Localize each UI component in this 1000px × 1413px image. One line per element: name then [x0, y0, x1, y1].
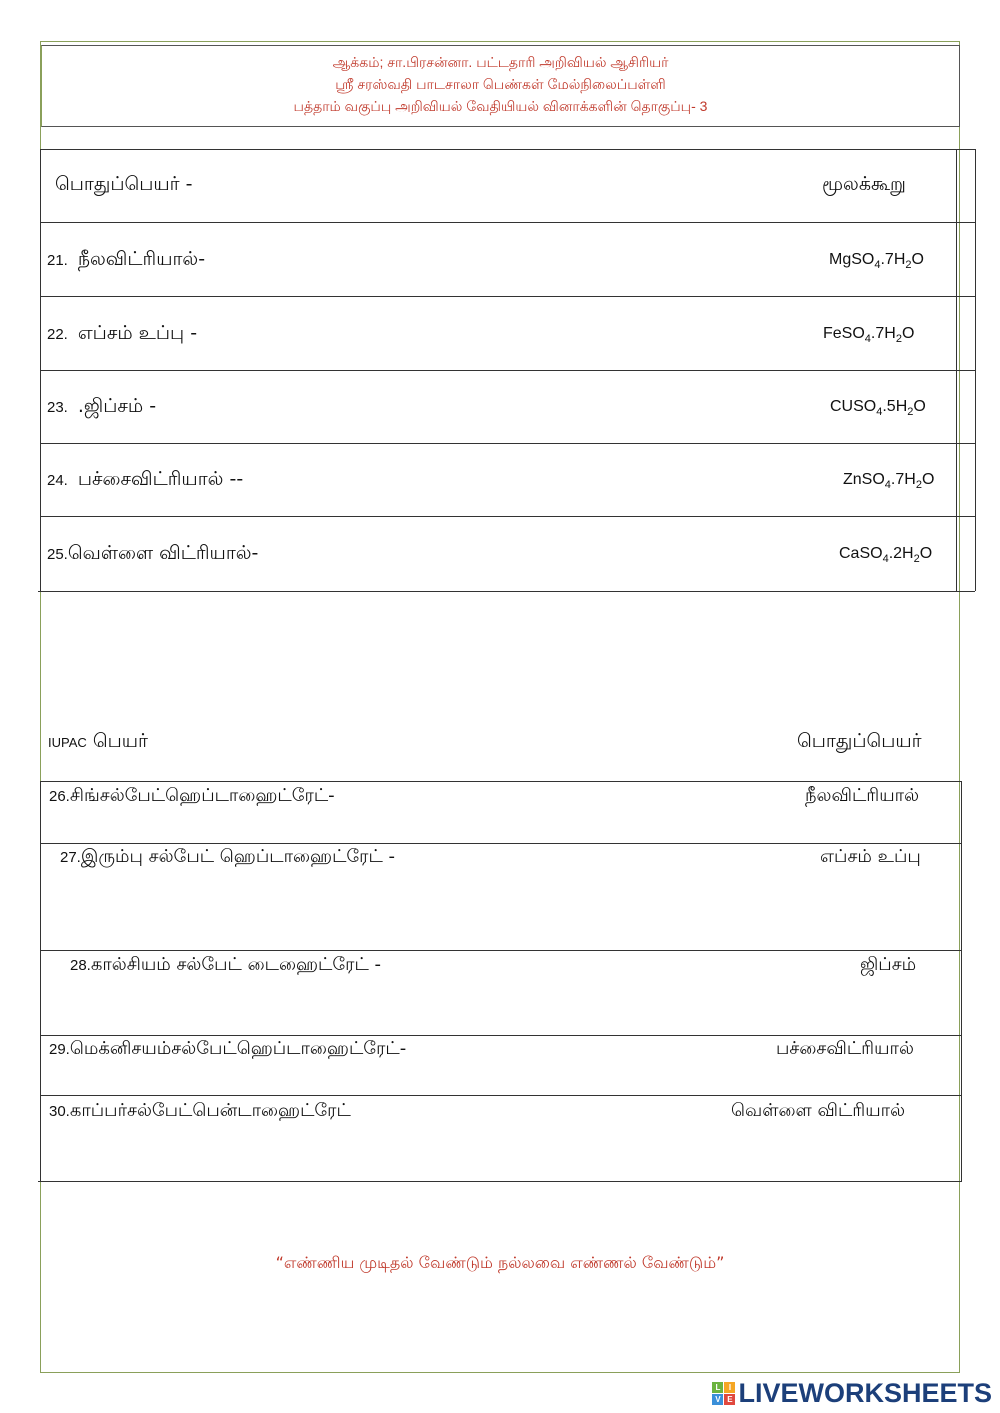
- school-line: ஸ்ரீ சரஸ்வதி பாடசாலா பெண்கள் மேல்நிலைப்பள்ளி: [335, 76, 666, 92]
- table-row-name: 23. .ஜிப்சம் -: [47, 395, 157, 417]
- page-border: [40, 41, 960, 1373]
- table-row-common-name: பச்சைவிட்ரியால்: [776, 1038, 914, 1059]
- table-row-iupac: 30.காப்பர்சல்பேட்பென்டாஹைட்ரேட்: [49, 1100, 351, 1121]
- logo-icon: L I V E: [712, 1382, 735, 1405]
- title-line: பத்தாம் வகுப்பு அறிவியல் வேதியியல் வினாக்களின் தொகுப்பு- 3: [293, 98, 708, 114]
- table-row-common-name: நீலவிட்ரியால்: [805, 785, 920, 806]
- table-row-name: 22. எப்சம் உப்பு -: [47, 322, 198, 344]
- table-row-common-name: ஜிப்சம்: [860, 954, 917, 975]
- formula-header: மூலக்கூறு: [822, 173, 906, 195]
- liveworksheets-logo: L I V E LIVEWORKSHEETS: [712, 1378, 992, 1409]
- common-name-header: பொதுப்பெயர் -: [55, 173, 193, 195]
- iupac-name-header: IUPAC பெயர்: [48, 730, 148, 752]
- table-row-iupac: 29.மெக்னிசயம்சல்பேட்ஹெப்டாஹைட்ரேட்-: [49, 1038, 407, 1059]
- table-row-name: 21. நீலவிட்ரியால்-: [47, 248, 206, 270]
- formula: $MgSO_4.7H_2O$: [829, 251, 924, 272]
- table-row-iupac: 26.சிங்சல்பேட்ஹெப்டாஹைட்ரேட்-: [49, 785, 335, 806]
- formula: $ZnSO_4.7H_2O$: [843, 471, 935, 492]
- table-row-name: 24. பச்சைவிட்ரியால் --: [47, 468, 244, 490]
- formula: $CaSO_4.2H_2O$: [839, 545, 933, 566]
- table-row-common-name: எப்சம் உப்பு: [820, 846, 921, 867]
- table-row-iupac: 28.கால்சியம் சல்பேட் டைஹைட்ரேட் -: [70, 954, 381, 975]
- closing-quote: “எண்ணிய முடிதல் வேண்டும் நல்லவை எண்ணல் வேண்டும்”: [275, 1253, 725, 1272]
- header-box: [41, 45, 960, 127]
- table-row-common-name: வெள்ளை விட்ரியால்: [731, 1100, 906, 1121]
- table-row-name: 25.வெள்ளை விட்ரியால்-: [47, 542, 259, 564]
- author-line: ஆக்கம்; சா.பிரசன்னா. பட்டதாரி அறிவியல் ஆசிரியர்: [332, 54, 669, 70]
- formula: $FeSO_4.7H_2O$: [823, 325, 915, 346]
- formula: $CUSO_4.5H_2O$: [830, 398, 926, 419]
- table-row-iupac: 27.இரும்பு சல்பேட் ஹெப்டாஹைட்ரேட் -: [60, 846, 396, 867]
- common-name-header-2: பொதுப்பெயர்: [797, 730, 922, 752]
